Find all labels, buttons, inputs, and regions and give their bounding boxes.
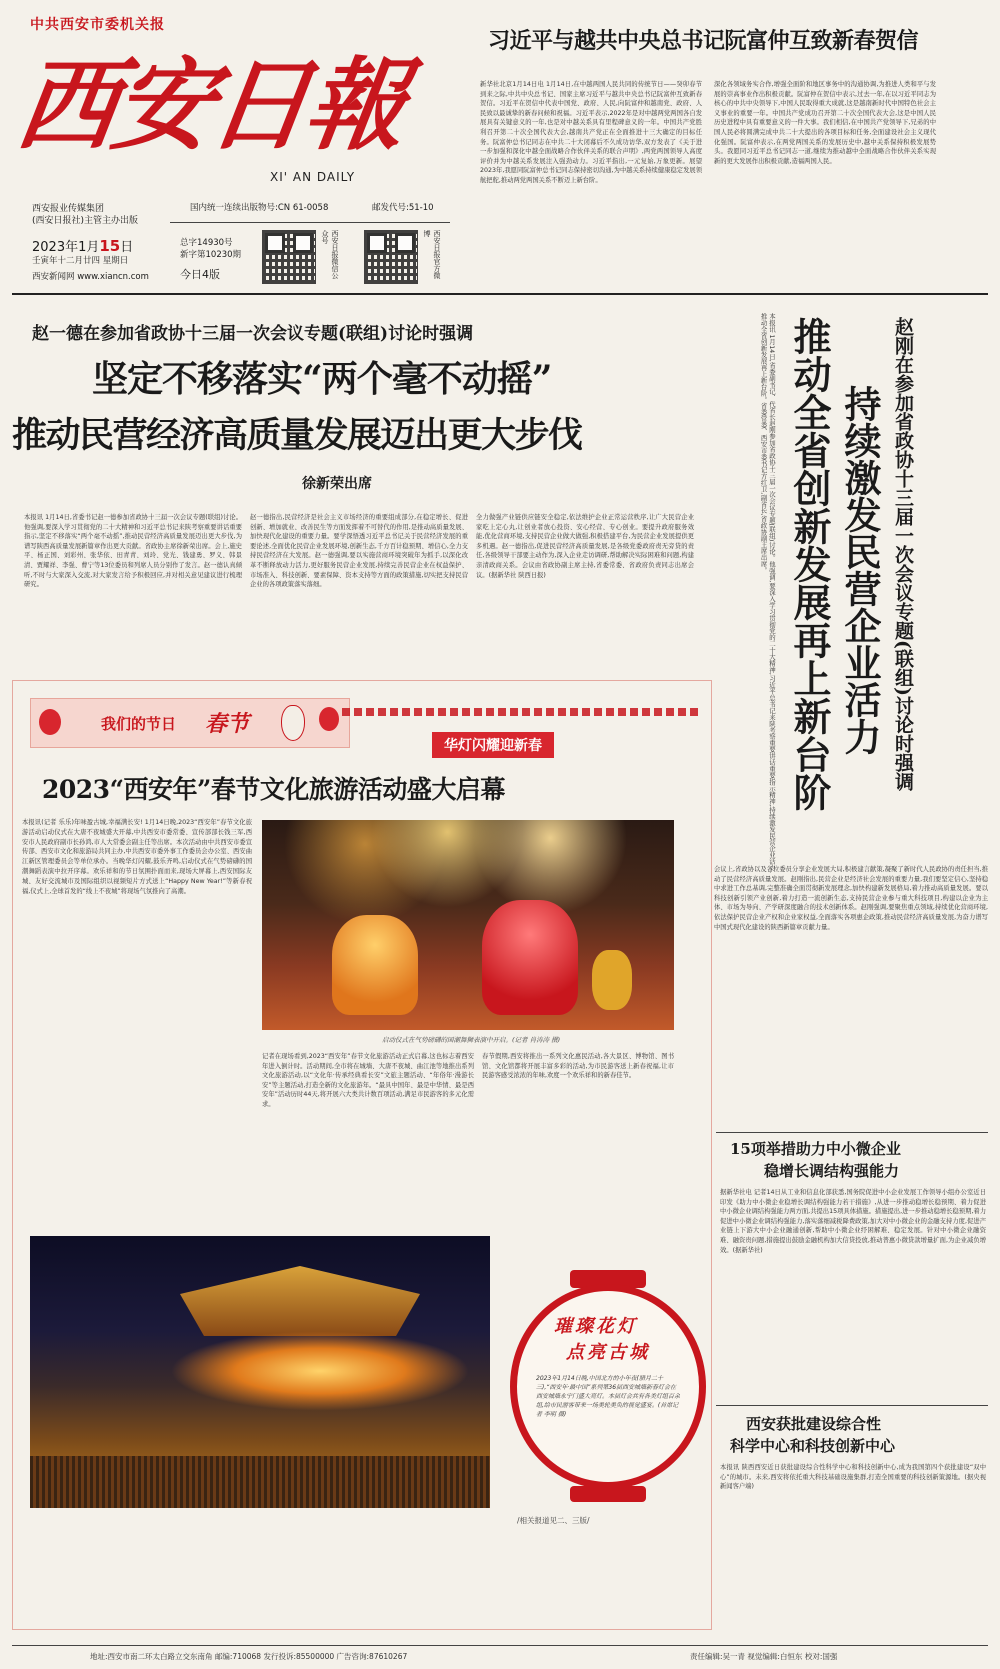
lion-right [482, 900, 578, 1015]
lead-col2: 赵一德指出,民营经济是社会主义市场经济的重要组成部分,在稳定增长、促进创新、增加就业、改善民生等方面发挥着不可替代的作用,是推动高质量发展、加快现代化建设的重要力量。要学深悟透习近平总书记关于民营经济发展的重要论述,全面优化民营企业发展环境,创新生态,千方百计稳预期、增信心,全力支持民营经济在大发展。赵一德强调,要以实施营商环境突破年为抓手,以深化改革不断释放动力活力,更好服务民营企业发展,持续完善民营企业在权益保护、市场准入、科技创新、要素保障、资本支持等方面的政策措施,切实把支持民营企业的各项政策落实落细。 [250, 514, 468, 589]
footer-rule [12, 1645, 988, 1646]
side-news-2 [716, 1405, 988, 1635]
related-pages: /相关报道见二、三版/ [517, 1516, 590, 1525]
photo1-caption: 启动仪式在气势磅礴的国潮舞狮表演中开启。(记者 肖涛涛 摄) [382, 1036, 561, 1044]
top-story-col2: 深化各领域务实合作,增强全面阶和地区事务中的沟通协调,为推进人类和平与发展的崇高事业作出积极贡献。阮富仲在贺信中表示,过去一年,在以习近平同志为核心的中共中央领导下,中国人民取得重大成就,这是越南新时代中国特色社会主义事业的重要一年。中国共产党成功召开第二十次全国代表大会,这是中国人民历史进程中具有重要意义的一件大事。我们相信,在中国共产党领导下,兄弟的中国人民必将圆满完成中共二十大提出的各项目标和任务,全面建设社会主义现代化强国。阮富仲表示,在两党两国关系的发展历史中,越中关系保持积极发展势头。我愿同习近平总书记同志一道,继续为推动越中全面战略合作伙伴关系实现新的更大发展作出积极贡献,造福两国人民。 [714, 81, 936, 165]
lantern-glow [170, 1331, 470, 1411]
festival-col1: 本报讯(记者 乐乐)年味盈古城,幸福满长安! 1月14日晚,2023“西安年”春节文化旅游活动启动仪式在大唐不夜城盛大开幕,中共西安市委常委、宣传部部长钱三军,西安市人民政府副市长孙鸿,市人大常委会副主任等出席。本次活动由中共西安市委宣传部、西安市文化和旅游局共同主办,中共西安市委外事工作委员会办公室、西安曲江新区管理委员会等单位承办。当晚华灯闪耀,鼓乐齐鸣,启动仪式在气势磅礴的国潮舞蹈表演中拉开序幕。欢乐祥和的节日氛围扑面而来,现场大屏幕上,西安国际友城、友好交流城市及国际组织以视频短片方式送上“Happy New Year!”等新春祝福,仪式上,全球首发的“线上不夜城”将现场气氛推向了高潮。 [22, 819, 252, 895]
right-story-body: 会议上,省政协以及各位委员分享企业发展大局,积极建言献策,凝聚了新时代人民政协的责任担当,推动了民营经济高质量发展。赵刚指出,民营企业是经济社会发展的重要力量,我们要坚定信心,坚持稳中求进工作总基调,完整准确全面贯彻新发展理念,加快构建新发展格局,着力推动高质量发展。要以科技创新引领产业创新,着力打造一流创新生态,支持民营企业参与重大科技项目,构建以企业为主体、市场为导向、产学研深度融合的技术创新体系。赵刚强调,要聚焦重点领域,持续优化营商环境,依法保护民营企业产权和企业家权益,全面落实各项惠企政策,推动民营经济高质量发展,为奋力谱写中国式现代化建设的陕西新篇章贡献力量。 [714, 866, 988, 931]
date-day: 15 [99, 237, 121, 255]
festival-banner [30, 698, 350, 748]
issn: 国内统一连续出版物号:CN 61-0058 [190, 203, 329, 213]
side-news-2-headline-2: 科学中心和科技创新中心 [730, 1437, 896, 1455]
crowd [30, 1456, 490, 1508]
side-news-1-headline-2: 稳增长调结构强能力 [764, 1162, 900, 1180]
festival-section [12, 680, 712, 1640]
top-story-headline: 习近平与越共中央总书记阮富仲互致新春贺信 [488, 28, 919, 54]
masthead-logo: 西安日報 [9, 46, 411, 164]
festival-col3: 春节假期,西安将推出一系列文化惠民活动,各大景区、博物馆、图书馆、文化馆都将开展丰富多彩的活动,为市民游客送上新春祝福,让市民游客感受浓浓的年味,欢度一个欢乐祥和的新春佳节。 [482, 1053, 674, 1080]
side-news-1-body: 据新华社电 记者14日从工业和信息化部获悉,国务院促进中小企业发展工作领导小组办公室近日印发《助力中小微企业稳增长调结构强能力若干措施》,从进一步推动稳增长稳预期、着力促进中小微企业调结构强能力两方面,共提出15项具体措施。措施提出,进一步推动稳增长稳预期,着力促进中小微企业调结构强能力,落实落细减税降费政策,加大对中小微企业的金融支持力度,促进产业链上下游大中小企业融通创新,帮助中小微企业纾困解难、稳定发展。针对中小微企业融资难、融资贵问题,措施提出鼓励金融机构加大信贷投放,推动普惠小微贷款增量扩面,为企业减负增效。(据新华社) [720, 1189, 986, 1254]
postal-code: 邮发代号:51-10 [372, 203, 434, 213]
date-suffix: 日 [120, 240, 134, 255]
website: 西安新闻网 www.xiancn.com [32, 272, 149, 282]
lion-left [332, 915, 418, 1015]
right-story-vertical-body: 本报讯 1月14日,省委副书记、代省长赵刚参加省政协十三届一次会议专题(联组)讨论。他强调,要深入学习贯彻党的二十大精神,习近平总书记来陕考察重要讲话重要指示精神,持续激发民营企业活力,推动全省创新发展再上新台阶。省委常委、西安市委书记方红卫,副省长,省政协副主席出席。 [759, 313, 776, 873]
banner-right-label: 春节 [205, 711, 250, 737]
lead-story [12, 305, 702, 670]
lion-small [592, 950, 632, 1010]
lantern-title-1: 璀璨花灯 [554, 1316, 638, 1337]
lead-headline-1: 坚定不移落实“两个毫不动摇” [92, 358, 552, 400]
rabbit-icon [281, 705, 305, 741]
lead-kicker: 赵一德在参加省政协十三届一次会议专题(联组)讨论时强调 [32, 324, 474, 344]
top-story [480, 10, 985, 290]
right-kicker: 赵刚在参加省政协十三届一次会议专题(联组)讨论时强调 [892, 317, 914, 791]
qr1-label: 西安日报微信公众号 [321, 230, 339, 279]
lantern-bottom-cap [570, 1486, 646, 1502]
date-prefix: 2023年1月 [32, 240, 100, 255]
lantern-icon [39, 709, 61, 735]
side-news-1-top-rule [716, 1132, 988, 1133]
lantern-graphic [510, 1270, 706, 1510]
city-gate [180, 1266, 420, 1336]
masthead-divider [170, 222, 450, 223]
issue-new: 新字第10230期 [180, 250, 242, 260]
side-news-1 [716, 1132, 988, 1382]
side-news-2-top-rule [716, 1405, 988, 1406]
fireworks [262, 820, 674, 940]
side-news-2-body: 本报讯 陕西西安近日获批建设综合性科学中心和科技创新中心,成为我国第四个获批建设“双中心”的城市。未来,西安将依托重大科技基础设施集群,打造全国重要的科技创新策源地。(据央视新闻客户端) [720, 1464, 986, 1491]
lion-dance-photo [262, 820, 674, 1030]
publisher-line1: 西安报业传媒集团 [32, 204, 105, 214]
qr-code-wechat [262, 230, 316, 284]
festival-tag: 华灯闪耀迎新春 [432, 732, 554, 758]
qr2-label: 西安日报官方微博 [423, 230, 441, 279]
party-label: 中共西安市委机关报 [30, 17, 165, 33]
masthead-bottom-rule [12, 293, 988, 295]
festival-headline: 2023“西安年”春节文化旅游活动盛大启幕 [42, 775, 505, 804]
issue-date [32, 236, 133, 255]
right-story [712, 305, 990, 1125]
right-headline-2: 推动全省创新发展再上新台阶 [787, 317, 832, 811]
right-headline-1: 持续激发民营企业活力 [838, 385, 882, 755]
masthead-subtitle: XI' AN DAILY [270, 170, 356, 184]
lantern-icon-right [319, 707, 339, 731]
lantern-title-2: 点亮古城 [566, 1342, 650, 1363]
footer-editors: 责任编辑:吴一青 视觉编辑:白恒东 校对:国强 [690, 1652, 838, 1661]
banner-left-label: 我们的节日 [101, 715, 177, 733]
lead-headline-2: 推动民营经济高质量发展迈出更大步伐 [12, 415, 582, 456]
lunar-date: 壬寅年十二月廿四 星期日 [32, 256, 129, 266]
publisher-line2: (西安日报社)主管主办出版 [32, 216, 139, 226]
lead-col3: 全力做强产业链供应链安全稳定,依法维护企业正常运营秩序,让广大民营企业家吃上定心丸,让创业者放心投资、安心经营、专心创业。要提升政府服务效能,优化营商环境,支持民营企业做大做强,积极搭建平台,为民营企业发展提供更多机遇。赵一德指出,促进民营经济高质量发展,是各级党委政府责无旁贷的责任,各级领导干部要主动作为,深入企业走访调研,帮助解决实际困难和问题,构建亲清政商关系。会议由省政协副主席主持,省委常委、省政府负责同志出席会议。(据新华社 陕西日报) [476, 514, 694, 579]
festival-col2: 记者在现场看到,2023“西安年”春节文化旅游活动正式启幕,这也标志着西安年进入倒计时。活动期间,全市将在城墙、大唐不夜城、曲江池等地推出系列文化旅游活动,以“文化年·传承经典看长安”文旅主题活动、“年俗年·漫游长安”等主题活动,打造全新的文化旅游年。“最具中国年、最是中华情、最是西安年”活动历时44天,将开展六大类共计数百项活动,满足市民游客的多元化需求。 [262, 1053, 474, 1108]
qr-code-weibo [364, 230, 418, 284]
footer-address: 地址:西安市南二环太白路立交东南角 邮编:710068 发行投诉:85500000 广告咨询:87610267 [90, 1652, 408, 1661]
city-wall-photo [30, 1236, 490, 1508]
issue-total: 总字14930号 [180, 238, 233, 248]
top-story-col1: 新华社北京1月14日电 1月14日,在中越两国人民共同的传统节日——癸卯春节到来之际,中共中央总书记、国家主席习近平与越共中央总书记阮富仲互致新春贺信。习近平在贺信中代表中国党、政府、人民,向阮富仲和越南党、政府、人民致以最诚挚的新春问候和祝福。习近平表示,2022年是对中越两党两国各自发展具有关键意义的一年,也是对中越关系具有里程碑意义的一年。中国共产党胜利召开第二十次全国代表大会,越南共产党正在全面推进十三大确定的目标任务。阮富仲总书记同志在中共二十大闭幕后不久成功访华,双方发表了《关于进一步加强和深化中越全面战略合作伙伴关系的联合声明》,两党两国领导人高度评价并为中越关系发展注入强劲动力。习近平指出,一元复始,万象更新。展望2023年,我愿同阮富仲总书记同志保持密切沟通,为中越关系持续健康稳定发展领航把舵,推动两党两国关系不断迈上新台阶。 [480, 81, 702, 184]
lead-byline: 徐新荣出席 [302, 476, 372, 492]
festival-pattern-strip [342, 708, 702, 716]
side-news-1-headline-1: 15项举措助力中小微企业 [730, 1140, 901, 1158]
lantern-text: 2023年1月14日晚,中国北方的小年夜(腊月二十三),“西安年·最中国”系列第36届西安城墙新春灯会在西安城墙永宁门盛大亮灯。本届灯会共有各类灯组百余组,给市民游客带来一场美轮美奂的视觉盛宴。(首席记者 李明 摄) [536, 1375, 680, 1418]
page-count: 今日4版 [180, 268, 220, 281]
side-news-2-headline-1: 西安获批建设综合性 [746, 1415, 882, 1433]
lead-col1: 本报讯 1月14日,省委书记赵一德参加省政协十三届一次会议专题(联组)讨论。他强调,要深入学习贯彻党的二十大精神和习近平总书记来陕考察重要讲话重要指示,坚定不移落实“两个毫不动摇”,推动民营经济高质量发展迈出更大步伐,为谱写陕西高质量发展新篇章作出更大贡献。省政协主席徐新荣出席。会上,施史平、杨正国、刘彩州、张华依、田青青、刘玲、党光、钱建勇、罗义、韩景清、贾耀祥、李强、曹宁等13位委员和列席人员分别作了发言。赵一德认真倾听,不时与大家深入交流,对大家发言给予积极回应,并对相关意见建议进行梳理研究。 [24, 514, 242, 589]
